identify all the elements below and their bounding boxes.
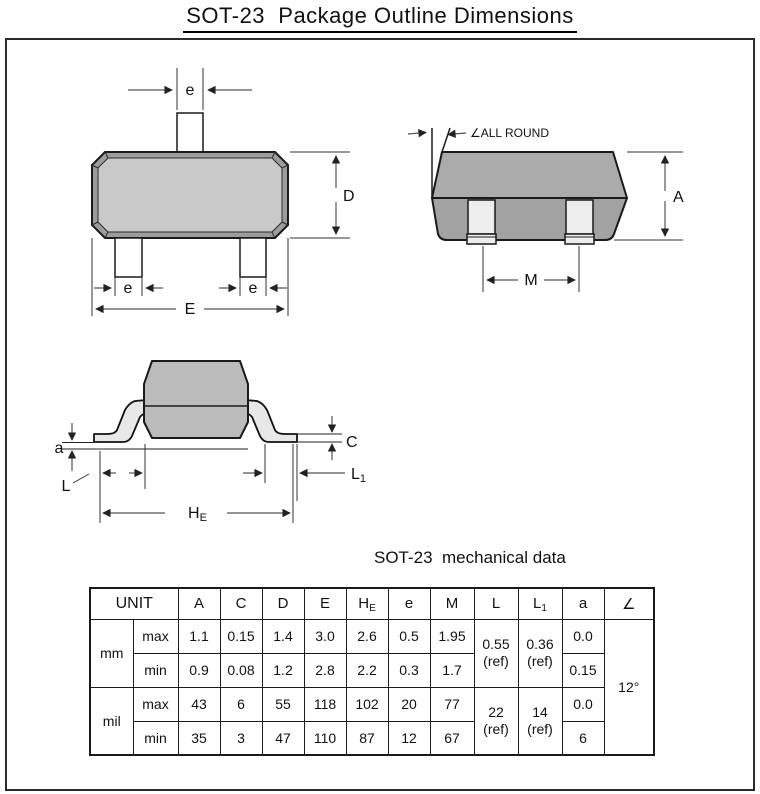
side-L1-dimension: [243, 444, 366, 501]
value: 35: [191, 729, 207, 746]
cell-mil-min-M: [430, 721, 474, 755]
mm-max-label: max: [142, 628, 169, 644]
value: 3: [237, 729, 245, 746]
cell-mil-L-ref: [474, 687, 518, 755]
cell-mm-max-D: [262, 619, 304, 653]
value: 77: [444, 696, 460, 712]
cell-mil-a-min: [562, 721, 604, 755]
cell-unit-mm: [90, 619, 133, 687]
header-A-label: A: [193, 595, 204, 613]
cell-mm-min-C: [220, 653, 262, 687]
page-title-wrap: [0, 3, 760, 33]
cell-mm-max-M: [430, 619, 474, 653]
header-L1: [518, 588, 562, 619]
mil-L1-value: 14: [532, 703, 548, 720]
header-D-label: D: [277, 595, 289, 613]
value: 0.3: [399, 662, 419, 678]
front-E-label: E: [184, 301, 196, 318]
mil-L1-ref: (ref): [527, 720, 553, 737]
cell-mm-min-M: [430, 653, 474, 687]
value: 0.0: [573, 628, 593, 644]
page-title: SOT-23 Package Outline Dimensions: [183, 3, 577, 33]
table-title: SOT-23 mechanical data: [374, 548, 566, 567]
cell-mil-max-D: [262, 687, 304, 721]
front-e-top-label: e: [185, 82, 195, 99]
value: 2.8: [315, 662, 335, 678]
cell-mil-min-C: [220, 721, 262, 755]
mm-L-ref: (ref): [483, 653, 509, 669]
header-L1-main: L: [533, 595, 542, 613]
value: 67: [444, 729, 460, 746]
header-e-label: e: [404, 595, 414, 613]
side-L1-label: [351, 466, 366, 485]
value: 20: [401, 696, 417, 712]
persp-lead-left: [467, 200, 496, 244]
side-C-label: C: [346, 434, 358, 451]
side-L1-label-sub: 1: [359, 473, 367, 485]
side-view-diagram: [45, 343, 385, 533]
cell-mm-min-D: [262, 653, 304, 687]
row-mm-min: [90, 653, 654, 687]
side-package-body: [144, 361, 248, 438]
front-e-right-dimension: [219, 277, 287, 297]
table-header-row: [90, 588, 654, 619]
mil-max-label: max: [142, 696, 169, 712]
side-L1-label-main: L: [351, 466, 360, 483]
header-D: [262, 588, 304, 619]
cell-mil-max-E: [304, 687, 346, 721]
cell-mm-max-E: [304, 619, 346, 653]
header-A: [178, 588, 220, 619]
cell-mm-max-A: [178, 619, 220, 653]
cell-mil-L1-ref: [518, 687, 562, 755]
value: 0.08: [227, 662, 255, 678]
value: 0.5: [399, 628, 419, 644]
header-angle: [604, 588, 654, 619]
header-a-label: a: [578, 595, 588, 613]
cell-mil-min-E: [304, 721, 346, 755]
mil-min-label: min: [144, 729, 167, 746]
value: 0.15: [569, 662, 597, 678]
cell-mil-max-HE: [346, 687, 388, 721]
front-e-right-label: e: [248, 280, 258, 297]
cell-mm-max-HE: [346, 619, 388, 653]
perspective-view-diagram: [398, 103, 708, 298]
header-unit: [90, 588, 178, 619]
front-D-label: D: [343, 188, 355, 205]
value: 6: [237, 696, 245, 712]
front-bottom-lead-left: [115, 238, 142, 277]
cell-mil-max-C: [220, 687, 262, 721]
value: 110: [313, 729, 337, 746]
value: 12: [401, 729, 417, 746]
header-L1-sub: 1: [541, 603, 547, 615]
mm-L1-ref: (ref): [527, 653, 553, 669]
cell-mil-min-HE: [346, 721, 388, 755]
header-a: [562, 588, 604, 619]
header-HE-main: H: [358, 595, 370, 613]
angle-value: 12°: [618, 678, 640, 695]
header-unit-label: UNIT: [115, 594, 153, 612]
persp-package-body: [432, 152, 627, 240]
value: 0.0: [573, 696, 593, 712]
value: 0.15: [227, 628, 255, 644]
cell-mil-min-A: [178, 721, 220, 755]
value: 102: [355, 696, 379, 712]
header-C-label: C: [235, 595, 247, 613]
row-mil-min: [90, 721, 654, 755]
front-bottom-lead-right: [240, 238, 266, 277]
side-C-dimension: [332, 416, 358, 460]
header-M: [430, 588, 474, 619]
header-C: [220, 588, 262, 619]
persp-M-label: M: [524, 272, 538, 289]
value: 2.6: [357, 628, 377, 644]
front-package-body: [92, 152, 288, 238]
mechanical-data-table: [89, 587, 655, 756]
unit-mil-label: mil: [102, 712, 121, 729]
side-HE-label-sub: E: [199, 512, 207, 524]
cell-mm-min-label: [133, 653, 178, 687]
mil-L-value: 22: [488, 703, 504, 720]
value: 0.9: [189, 662, 209, 678]
side-a-dimension: [55, 423, 72, 471]
value: 87: [359, 729, 375, 746]
side-HE-dimension: [100, 444, 293, 524]
mm-L-value: 0.55: [482, 636, 510, 653]
front-top-lead: [177, 113, 203, 152]
value: 1.2: [273, 662, 293, 678]
side-HE-label: [188, 505, 207, 524]
front-e-left-label: e: [123, 280, 133, 297]
cell-mm-L1-ref: [518, 619, 562, 687]
persp-all-round-label: ∠ALL ROUND: [470, 126, 549, 140]
header-M-label: M: [445, 595, 459, 613]
header-E: [304, 588, 346, 619]
front-D-dimension: [290, 152, 355, 238]
mm-min-label: min: [144, 662, 167, 678]
header-angle-label: ∠: [622, 595, 636, 613]
value: 1.7: [442, 662, 462, 678]
cell-mil-a-max: [562, 687, 604, 721]
value: 43: [191, 696, 207, 712]
header-HE-sub: E: [369, 603, 376, 615]
header-L: [474, 588, 518, 619]
value: 6: [579, 729, 587, 746]
cell-mm-min-A: [178, 653, 220, 687]
cell-angle-value: [604, 619, 654, 755]
header-E-label: E: [319, 595, 330, 613]
cell-mil-max-A: [178, 687, 220, 721]
cell-mm-max-label: [133, 619, 178, 653]
cell-mm-a-min: [562, 653, 604, 687]
persp-A-label: A: [673, 189, 684, 206]
cell-mil-max-e: [388, 687, 430, 721]
header-e: [388, 588, 430, 619]
front-e-top-dimension: [128, 68, 252, 110]
persp-lead-right: [565, 200, 594, 244]
value: 3.0: [315, 628, 335, 644]
cell-mm-max-e: [388, 619, 430, 653]
value: 1.95: [438, 628, 466, 644]
cell-mil-min-D: [262, 721, 304, 755]
value: 55: [275, 696, 291, 712]
cell-mm-min-HE: [346, 653, 388, 687]
cell-mm-min-e: [388, 653, 430, 687]
row-mil-max: [90, 687, 654, 721]
value: 2.2: [357, 662, 377, 678]
cell-mil-max-M: [430, 687, 474, 721]
value: 118: [313, 696, 337, 712]
mil-L-ref: (ref): [483, 720, 509, 737]
side-HE-label-main: H: [188, 505, 200, 522]
row-mm-max: [90, 619, 654, 653]
value: 1.1: [189, 628, 209, 644]
cell-mm-min-E: [304, 653, 346, 687]
cell-mm-a-max: [562, 619, 604, 653]
front-e-left-dimension: [94, 277, 163, 297]
header-HE: [346, 588, 388, 619]
cell-mm-L-ref: [474, 619, 518, 687]
side-L-label: L: [61, 478, 71, 495]
unit-mm-label: mm: [100, 645, 124, 661]
value: 47: [275, 729, 291, 746]
header-L-label: L: [491, 595, 501, 613]
side-L-dimension: [62, 444, 145, 501]
value: 1.4: [273, 628, 293, 644]
cell-mil-max-label: [133, 687, 178, 721]
cell-mil-min-e: [388, 721, 430, 755]
cell-mil-min-label: [133, 721, 178, 755]
side-a-label: a: [54, 440, 64, 457]
persp-M-dimension: [483, 246, 579, 292]
front-view-diagram: [58, 60, 358, 322]
cell-mm-max-C: [220, 619, 262, 653]
mm-L1-value: 0.36: [526, 636, 554, 653]
cell-unit-mil: [90, 687, 133, 755]
